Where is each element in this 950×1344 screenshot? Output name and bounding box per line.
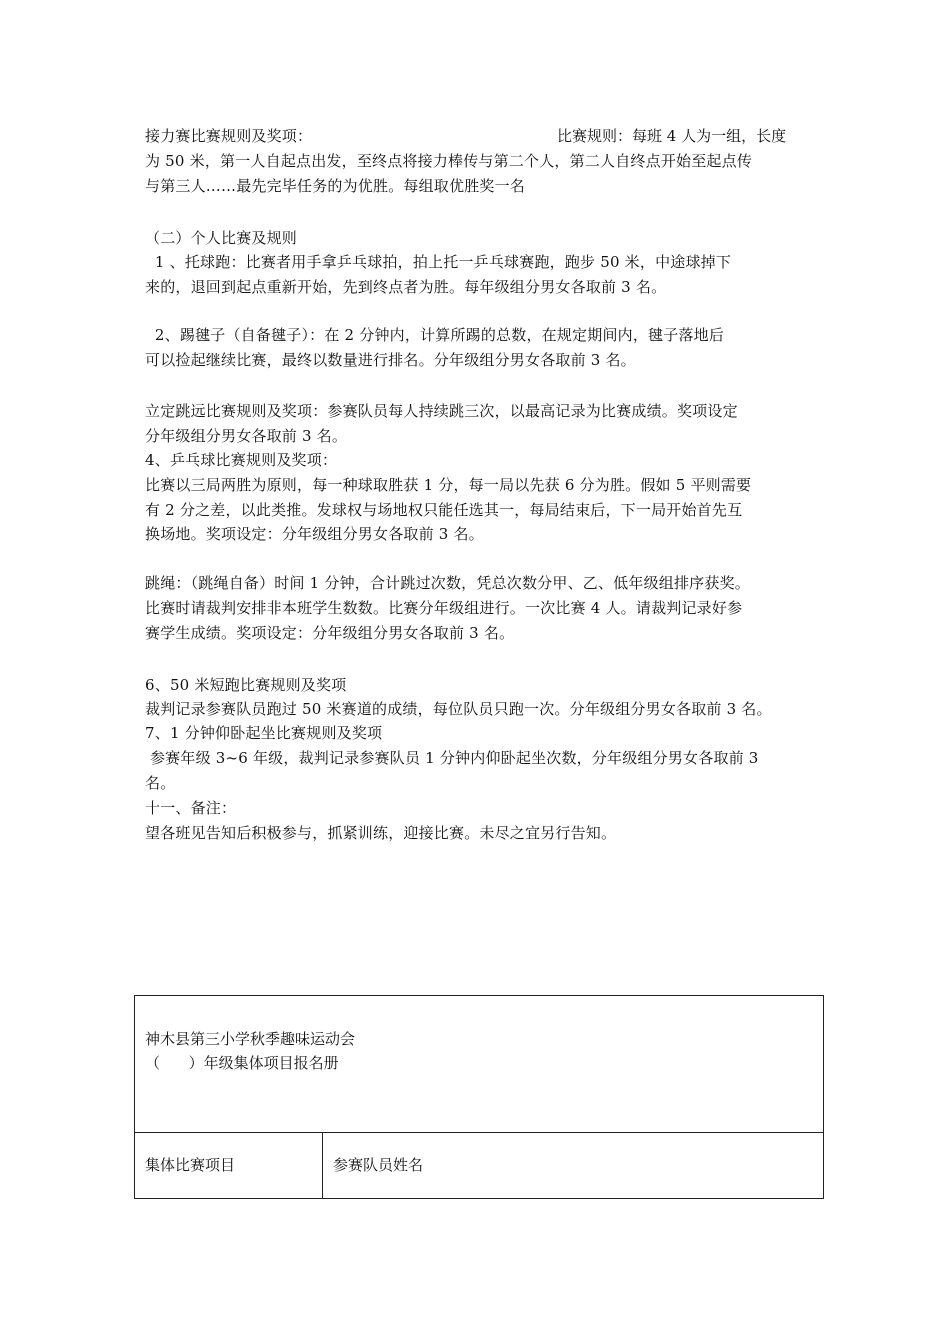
column-header-event: 集体比赛项目 bbox=[145, 1156, 236, 1174]
column-header-members: 参赛队员姓名 bbox=[333, 1156, 424, 1174]
situp-heading: 7、1 分钟仰卧起坐比赛规则及奖项 bbox=[145, 724, 383, 742]
registration-form-title: 神木县第三小学秋季趣味运动会 bbox=[145, 1030, 356, 1048]
tuoqiu-rule-line: 1 、托球跑：比赛者用手拿乒乓球拍，拍上托一乒乓球赛跑，跑步 50 米，中途球掉下 bbox=[145, 253, 732, 271]
long-jump-rule-line: 分年级组分男女各取前 3 名。 bbox=[145, 427, 348, 445]
notes-heading: 十一、备注： bbox=[145, 799, 237, 817]
rope-rule-line: 赛学生成绩。奖项设定：分年级组分男女各取前 3 名。 bbox=[145, 624, 515, 642]
relay-heading: 接力赛比赛规则及奖项： bbox=[145, 127, 313, 145]
rope-rule-line: 比赛时请裁判安排非本班学生数数。比赛分年级组进行。一次比赛 4 人。请裁判记录好参 bbox=[145, 599, 743, 617]
registration-table-header bbox=[135, 996, 823, 1133]
rope-rule-line: 跳绳：（跳绳自备）时间 1 分钟，合计跳过次数，凭总次数分甲、乙、低年级组排序获奖。 bbox=[145, 574, 750, 592]
pingpong-heading: 4、乒乓球比赛规则及奖项： bbox=[145, 451, 338, 469]
sprint-rule-line: 裁判记录参赛队员跑过 50 米赛道的成绩，每位队员只跑一次。分年级组分男女各取前 3 名。 bbox=[145, 700, 772, 718]
jianzi-rule-line: 2、踢毽子（自备毽子）：在 2 分钟内，计算所踢的总数，在规定期间内，毽子落地后 bbox=[145, 326, 725, 344]
tuoqiu-rule-line: 来的，退回到起点重新开始，先到终点者为胜。每年级组分男女各取前 3 名。 bbox=[145, 278, 667, 296]
relay-rule-line: 与第三人……最先完毕任务的为优胜。每组取优胜奖一名 bbox=[145, 177, 526, 195]
relay-rule-line: 为 50 米，第一人自起点出发，至终点将接力棒传与第二个人，第二人自终点开始至起点传 bbox=[145, 152, 753, 170]
jianzi-rule-line: 可以捡起继续比赛，最终以数量进行排名。分年级组分男女各取前 3 名。 bbox=[145, 351, 636, 369]
relay-rule-start: 比赛规则：每班 4 人为一组，长度 bbox=[557, 127, 787, 145]
situp-rule-line: 参赛年级 3~6 年级，裁判记录参赛队员 1 分钟内仰卧起坐次数，分年级组分男女各取前 3 bbox=[145, 749, 759, 767]
notes-text: 望各班见告知后积极参与，抓紧训练，迎接比赛。未尽之宜另行告知。 bbox=[145, 824, 617, 842]
situp-rule-line: 名。 bbox=[145, 774, 176, 792]
registration-form-subtitle: （ ）年级集体项目报名册 bbox=[145, 1054, 339, 1072]
registration-table bbox=[134, 995, 824, 1199]
pingpong-rule-line: 比赛以三局两胜为原则，每一种球取胜获 1 分，每一局以先获 6 分为胜。假如 5 平则需要 bbox=[145, 476, 752, 494]
long-jump-rule-line: 立定跳远比赛规则及奖项：参赛队员每人持续跳三次，以最高记录为比赛成绩。奖项设定 bbox=[145, 402, 738, 420]
pingpong-rule-line: 换场地。奖项设定：分年级组分男女各取前 3 名。 bbox=[145, 525, 484, 543]
individual-heading: （二）个人比赛及规则 bbox=[145, 229, 298, 247]
sprint-heading: 6、50 米短跑比赛规则及奖项 bbox=[145, 676, 347, 694]
table-cell bbox=[323, 1133, 823, 1198]
pingpong-rule-line: 有 2 分之差，以此类推。发球权与场地权只能任选其一，每局结束后，下一局开始首先互 bbox=[145, 501, 743, 519]
table-row bbox=[135, 1133, 823, 1198]
table-cell bbox=[135, 1133, 323, 1198]
